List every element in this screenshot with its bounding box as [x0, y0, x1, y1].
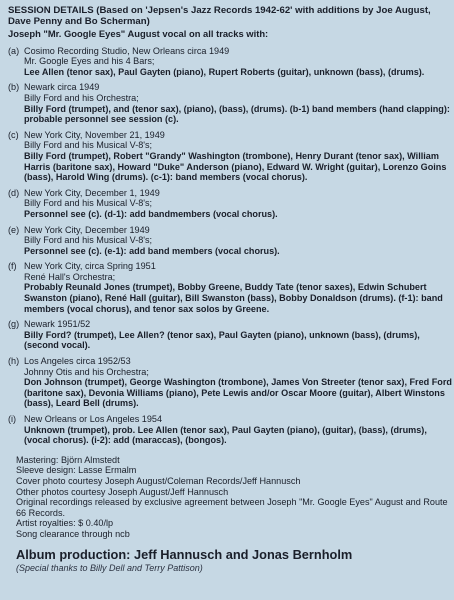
session-body [24, 82, 454, 124]
session-info-line: René Hall's Orchestra; [24, 271, 116, 282]
session-letter: (b) [8, 82, 20, 93]
session-personnel: Probably Reunald Jones (trumpet), Bobby Greene, Buddy Tate (tenor saxes), Edwin Schubert Swanston (piano), René Hall (guitar), Bill Swanston (bass), Bobby Donaldson (drums). (f-1): band members (vocal chorus), and tenor sax solos by Greene. [24, 282, 443, 314]
credit-line: Cover photo courtesy Joseph August/Coleman Records/Jeff Hannusch [16, 475, 301, 486]
session-body [24, 130, 454, 183]
vocal-credit-line: Joseph "Mr. Google Eyes" August vocal on all tracks with: [8, 28, 269, 39]
session-letter: (i) [8, 414, 17, 424]
session-details-title: SESSION DETAILS (Based on 'Jepsen's Jazz Records 1942-62' with additions by Joe August, Dave Penny and Bo Scherman) [8, 5, 431, 27]
session-letter: (a) [8, 45, 20, 56]
session-info-line: Billy Ford and his Orchestra; [24, 92, 139, 103]
session-personnel: Unknown (trumpet), prob. Lee Allen (tenor sax), Paul Gayten (piano), (guitar), (bass), (drums), (vocal chorus). (i-2): add (maraccas), (bongos). [24, 424, 427, 446]
session-info-line: Billy Ford and his Musical V-8's; [24, 140, 153, 151]
credit-line: Other photos courtesy Joseph August/Jeff Hannusch [16, 486, 229, 497]
session-personnel: Don Johnson (trumpet), George Washington (trombone), James Von Streeter (tenor sax), Fred Ford (baritone sax), Devonia Williams (piano), Pete Lewis and/or Oscar Moore (guitar), Albert Winstons (bass), Leard Bell (drums). [24, 377, 452, 409]
session-letter: (c) [8, 129, 19, 140]
credit-line: Sleeve design: Lasse Ermalm [16, 465, 137, 476]
session-info-line: New York City, November 21, 1949 [24, 129, 165, 140]
session-body [24, 319, 454, 351]
credit-line: Artist royalties: $ 0.40/lp [16, 518, 114, 529]
session-personnel: Personnel see (c). (e-1): add band members (vocal chorus). [24, 245, 280, 256]
session-letter: (d) [8, 187, 20, 198]
session-letter: (e) [8, 224, 20, 235]
session-personnel: Personnel see (c). (d-1): add bandmembers (vocal chorus). [24, 208, 278, 219]
session-info-line: Billy Ford and his Musical V-8's; [24, 235, 153, 246]
session-personnel: Billy Ford? (trumpet), Lee Allen? (tenor sax), Paul Gayten (piano), unknown (bass), (drums), (second vocal). [24, 329, 420, 351]
session-personnel: Billy Ford (trumpet), Robert "Grandy" Washington (trombone), Henry Durant (tenor sax), William Harris (baritone sax), Howard "Duke" Anderson (piano), Edward W. Wright (guitar), Lorenzo Goins (bass), Harold Wing (drums). (c-1): band members (vocal chorus). [24, 150, 447, 183]
credits-block [16, 455, 454, 540]
session-entry [8, 82, 454, 124]
album-production-line: Album production: Jeff Hannusch and Jonas Bernholm [16, 546, 353, 562]
session-info-line: Newark circa 1949 [24, 82, 100, 93]
special-thanks-line: (Special thanks to Billy Dell and Terry Pattison) [16, 562, 203, 573]
session-personnel: Billy Ford (trumpet), and (tenor sax), (piano), (bass), (drums). (b-1) band members (hand clapping): probable personnel see session (c). [24, 103, 450, 125]
session-letter: (f) [8, 261, 17, 272]
session-entry [8, 261, 454, 314]
session-entry [8, 356, 454, 409]
session-entry [8, 46, 454, 78]
session-body [24, 225, 454, 257]
credit-line: Song clearance through ncb [16, 528, 130, 539]
session-entry [8, 225, 454, 257]
credit-line: Original recordings released by exclusive agreement between Joseph "Mr. Google Eyes" August and Route 66 Records. [16, 497, 448, 518]
session-info-line: Cosimo Recording Studio, New Orleans circa 1949 [24, 45, 230, 56]
session-info-line: New Orleans or Los Angeles 1954 [24, 414, 163, 424]
session-list [8, 46, 454, 446]
session-info-line: Newark 1951/52 [24, 319, 91, 330]
session-info-line: Johnny Otis and his Orchestra; [24, 366, 149, 377]
session-body [24, 46, 454, 78]
session-entry [8, 414, 454, 446]
session-info-line: Los Angeles circa 1952/53 [24, 356, 131, 367]
session-info-line: Billy Ford and his Musical V-8's; [24, 198, 153, 209]
session-info-line: New York City, December 1, 1949 [24, 187, 160, 198]
session-entry [8, 188, 454, 220]
session-letter: (g) [8, 319, 20, 330]
session-info-line: New York City, December 1949 [24, 224, 150, 235]
session-info-line: Mr. Google Eyes and his 4 Bars; [24, 56, 155, 67]
session-body [24, 188, 454, 220]
session-info-line: New York City, circa Spring 1951 [24, 261, 156, 272]
session-entry [8, 319, 454, 351]
session-personnel: Lee Allen (tenor sax), Paul Gayten (piano), Rupert Roberts (guitar), unknown (bass), (drums). [24, 66, 425, 77]
session-letter: (h) [8, 356, 20, 367]
session-body [24, 414, 454, 446]
credit-line: Mastering: Björn Almstedt [16, 454, 120, 465]
session-entry [8, 130, 454, 183]
session-body [24, 261, 454, 314]
session-body [24, 356, 454, 409]
